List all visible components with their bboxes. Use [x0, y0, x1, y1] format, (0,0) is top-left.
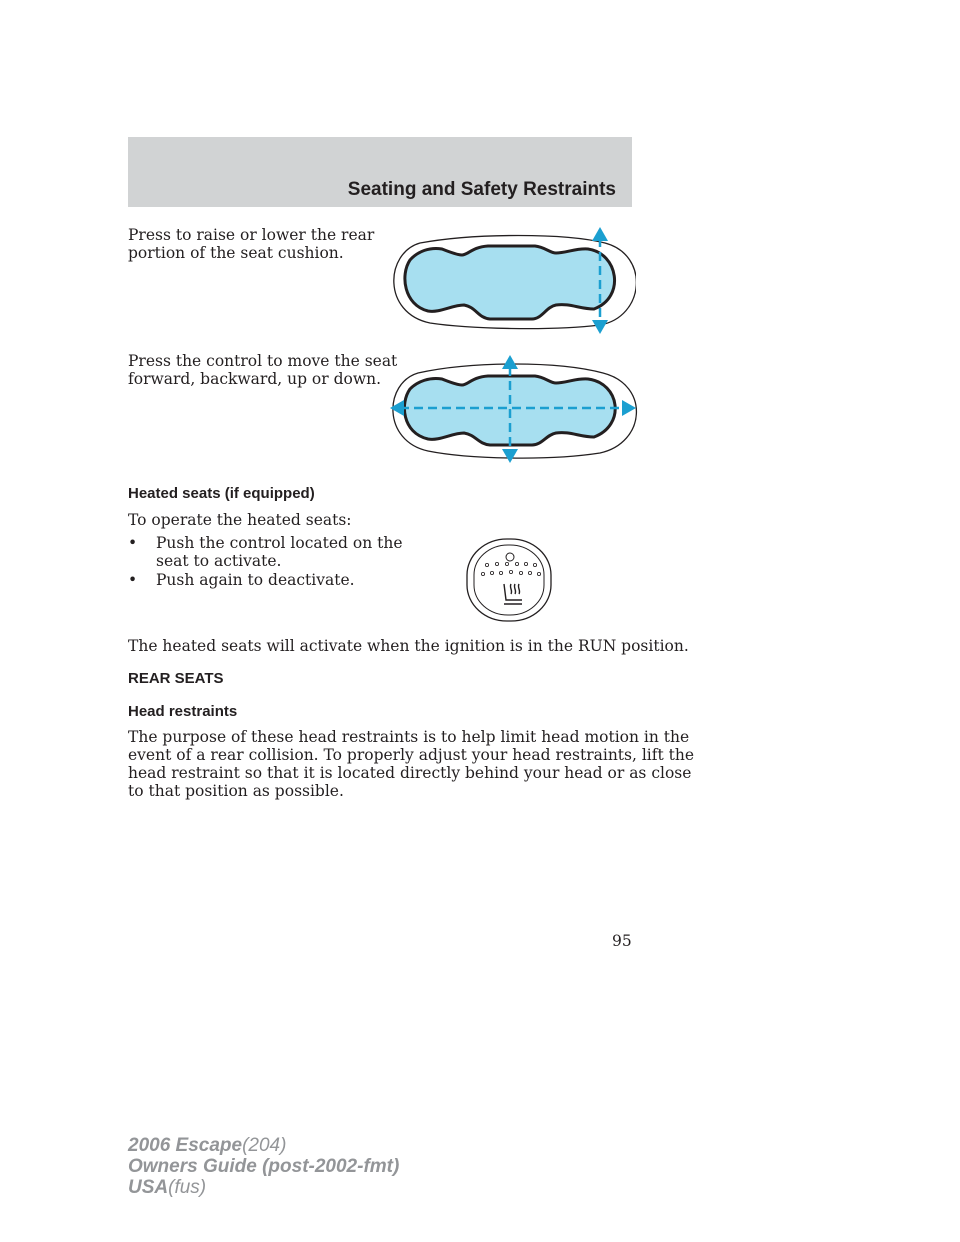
- heated-seat-switch-illustration: [466, 538, 552, 622]
- document-footer: [128, 1135, 399, 1198]
- footer-model: 2006 Escape: [128, 1135, 243, 1156]
- head-restraints-heading: Head restraints: [128, 703, 238, 720]
- move-seat-instruction: Press the control to move the seat forward, backward, up or down.: [128, 352, 398, 388]
- page-section-title: Seating and Safety Restraints: [347, 179, 616, 200]
- bullet-icon: •: [128, 571, 138, 589]
- rear-cushion-control-illustration: [390, 225, 636, 335]
- footer-guide: Owners Guide (post-2002-fmt): [128, 1156, 400, 1177]
- head-restraints-text: The purpose of these head restraints is to help limit head motion in the event of a rear collision. To properly adjust your head restraints, lift the head restraint so that it is located directly behind your head or as close to that position as possible.: [128, 728, 695, 800]
- indicator-lamp: [506, 553, 514, 561]
- arrow-up-head-icon: [502, 355, 518, 369]
- seat-position-control-illustration: [388, 353, 638, 465]
- heated-seats-heading: Heated seats (if equipped): [128, 485, 315, 502]
- header-band: [128, 137, 632, 207]
- footer-market-code: (fus): [168, 1177, 207, 1198]
- arrow-down-head-icon: [592, 320, 608, 334]
- arrow-up-head-icon: [592, 227, 608, 241]
- page-number: 95: [612, 932, 632, 950]
- control-button-shape: [405, 246, 615, 319]
- footer-market: USA: [128, 1177, 169, 1198]
- bullet-text: Push the control located on the seat to activate.: [156, 534, 403, 570]
- rear-seats-heading: REAR SEATS: [128, 670, 224, 687]
- bullet-icon: •: [128, 534, 138, 552]
- heated-seats-note: The heated seats will activate when the ignition is in the RUN position.: [128, 637, 689, 655]
- bullet-text: Push again to deactivate.: [156, 571, 355, 589]
- rear-cushion-instruction: Press to raise or lower the rear portion of the seat cushion.: [128, 226, 375, 262]
- heated-seats-intro: To operate the heated seats:: [128, 511, 352, 529]
- footer-model-code: (204): [242, 1135, 287, 1156]
